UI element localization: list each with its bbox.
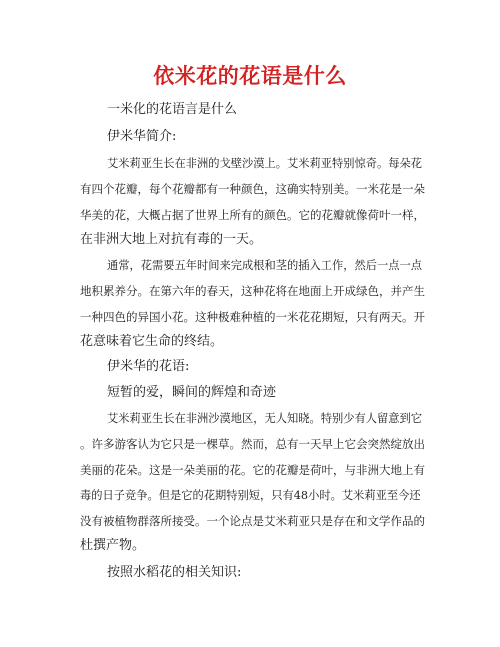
line-p3-2: 。许多游客认为它只是一棵草。然而，总有一天早上它会突然绽放出 [80,437,425,451]
line-p2-4: 花意味着它生命的终结。 [80,334,224,349]
line-p1-3: 华美的花，大概占据了世界上所有的颜色。它的花瓣就像荷叶一样， [80,208,425,222]
line-p3-1: 艾米莉亚生长在非洲沙漠地区，无人知晓。特别少有人留意到它 [107,412,423,425]
line-p1-4: 在非洲大地上对抗有毒的一天。 [80,232,263,247]
line-p1-2: 有四个花瓣，每个花瓣都有一种颜色，这确实特别美。一米花是一朵 [80,182,425,196]
line-subtitle: 一米化的花语言是什么 [107,102,238,117]
line-p1-1: 艾米莉亚生长在非洲的戈壁沙漠上。艾米莉亚特别惊奇。每朵花 [107,157,423,170]
line-rice-heading: 按照水稻花的相关知识: [107,565,242,580]
line-p2-2: 地积累养分。在第六年的春天，这种花将在地面上开成绿色，并产生 [80,284,425,298]
line-language-heading: 伊米华的花语: [107,359,190,374]
line-p2-3: 一种四色的异国小花。这种极难种植的一米花花期短，只有两天。开 [80,310,425,324]
line-p3-3: 美丽的花朵。这是一朵美丽的花。它的花瓣是荷叶，与非洲大地上有 [80,463,425,477]
line-p3-5: 没有被植物群落所接受。一个论点是艾米莉亚只是存在和文学作品的 [80,514,425,528]
line-language-text: 短暂的爱，瞬间的辉煌和奇迹 [107,385,277,400]
line-intro-heading: 伊米华简介: [107,129,177,144]
line-p2-1: 通常，花需要五年时间来完成根和茎的插入工作，然后一点一点 [107,259,423,272]
line-p3-6: 杜撰产物。 [80,538,146,553]
page-title: 依米花的花语是什么 [153,64,347,88]
line-p3-4: 毒的日子竞争。但是它的花期特别短，只有48小时。艾米莉亚至今还 [80,489,421,502]
